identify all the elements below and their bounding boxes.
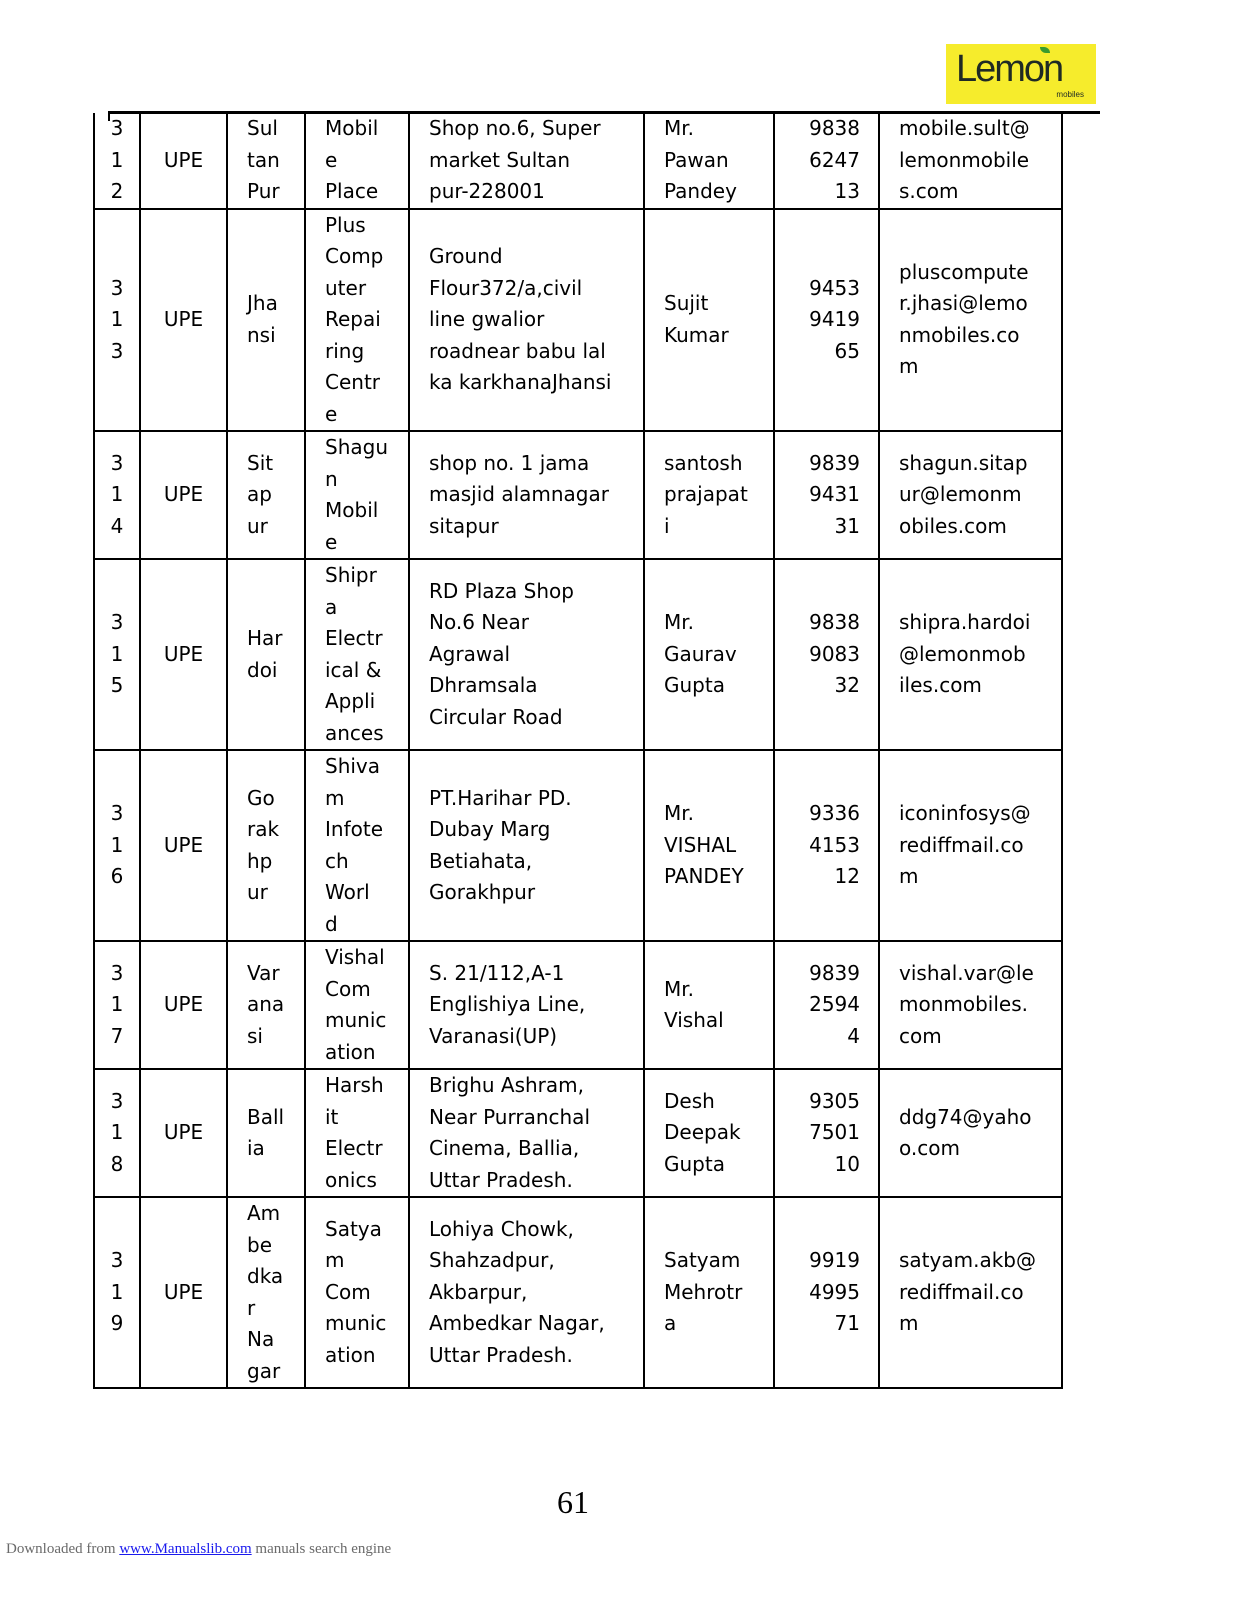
dealer-name-cell: Shiva m Infote ch Worl d [305, 750, 409, 941]
dealer-name-cell: Satya m Com munic ation [305, 1197, 409, 1388]
table-row [94, 1197, 1062, 1388]
email-cell: shagun.sitap ur@lemonm obiles.com [879, 431, 1062, 559]
contact-person-cell: Satyam Mehrotr a [644, 1197, 774, 1388]
table-row [94, 1069, 1062, 1197]
phone-cell: 9305 7501 10 [774, 1069, 879, 1197]
page-number: 61 [557, 1484, 589, 1520]
city-cell: Ball ia [227, 1069, 305, 1197]
dealer-table [93, 113, 1063, 1389]
footer-prefix: Downloaded from [6, 1541, 120, 1557]
contact-person-cell: Mr. Gaurav Gupta [644, 559, 774, 750]
phone-cell: 9453 9419 65 [774, 209, 879, 432]
table-row [94, 559, 1062, 750]
city-cell: Go rak hp ur [227, 750, 305, 941]
table-row [94, 941, 1062, 1069]
dealer-name-cell: Mobil e Place [305, 113, 409, 209]
row-number: 3 1 4 [94, 431, 140, 559]
table-row [94, 750, 1062, 941]
table-row [94, 431, 1062, 559]
dealer-name-cell: Shipr a Electr ical & Appli ances [305, 559, 409, 750]
region-cell: UPE [140, 750, 227, 941]
row-number: 3 1 5 [94, 559, 140, 750]
address-cell: Brighu Ashram, Near Purranchal Cinema, Ballia, Uttar Pradesh. [409, 1069, 644, 1197]
region-cell: UPE [140, 559, 227, 750]
email-cell: pluscompute r.jhasi@lemo nmobiles.co m [879, 209, 1062, 432]
phone-cell: 9919 4995 71 [774, 1197, 879, 1388]
address-cell: S. 21/112,A-1 Englishiya Line, Varanasi(UP) [409, 941, 644, 1069]
email-cell: vishal.var@le monmobiles. com [879, 941, 1062, 1069]
region-cell: UPE [140, 209, 227, 432]
manualslib-link[interactable]: www.Manualslib.com [119, 1541, 252, 1557]
address-cell: RD Plaza Shop No.6 Near Agrawal Dhramsala Circular Road [409, 559, 644, 750]
address-cell: Ground Flour372/a,civil line gwalior roadnear babu lal ka karkhanaJhansi [409, 209, 644, 432]
email-cell: satyam.akb@ rediffmail.co m [879, 1197, 1062, 1388]
region-cell: UPE [140, 1069, 227, 1197]
lemon-mobiles-logo [946, 44, 1096, 104]
address-cell: shop no. 1 jama masjid alamnagar sitapur [409, 431, 644, 559]
contact-person-cell: Mr. VISHAL PANDEY [644, 750, 774, 941]
logo-text: Lemon [956, 48, 1063, 90]
row-number: 3 1 9 [94, 1197, 140, 1388]
contact-person-cell: Mr. Pawan Pandey [644, 113, 774, 209]
phone-cell: 9839 2594 4 [774, 941, 879, 1069]
contact-person-cell: Sujit Kumar [644, 209, 774, 432]
phone-cell: 9838 6247 13 [774, 113, 879, 209]
dealer-name-cell: Shagu n Mobil e [305, 431, 409, 559]
row-number: 3 1 3 [94, 209, 140, 432]
phone-cell: 9838 9083 32 [774, 559, 879, 750]
email-cell: ddg74@yaho o.com [879, 1069, 1062, 1197]
email-cell: shipra.hardoi @lemonmob iles.com [879, 559, 1062, 750]
email-cell: mobile.sult@ lemonmobile s.com [879, 113, 1062, 209]
region-cell: UPE [140, 113, 227, 209]
contact-person-cell: santosh prajapat i [644, 431, 774, 559]
logo-subtext: mobiles [1056, 90, 1084, 99]
city-cell: Jha nsi [227, 209, 305, 432]
phone-cell: 9839 9431 31 [774, 431, 879, 559]
contact-person-cell: Mr. Vishal [644, 941, 774, 1069]
table-row [94, 113, 1062, 209]
email-cell: iconinfosys@ rediffmail.co m [879, 750, 1062, 941]
city-cell: Har doi [227, 559, 305, 750]
row-number: 3 1 2 [94, 113, 140, 209]
dealer-name-cell: Harsh it Electr onics [305, 1069, 409, 1197]
city-cell: Var ana si [227, 941, 305, 1069]
row-number: 3 1 7 [94, 941, 140, 1069]
dealer-name-cell: Plus Comp uter Repai ring Centr e [305, 209, 409, 432]
address-cell: Shop no.6, Super market Sultan pur-228001 [409, 113, 644, 209]
footer [6, 1541, 391, 1558]
address-cell: Lohiya Chowk, Shahzadpur, Akbarpur, Ambedkar Nagar, Uttar Pradesh. [409, 1197, 644, 1388]
region-cell: UPE [140, 431, 227, 559]
address-cell: PT.Harihar PD. Dubay Marg Betiahata, Gorakhpur [409, 750, 644, 941]
city-cell: Am be dka r Na gar [227, 1197, 305, 1388]
city-cell: Sul tan Pur [227, 113, 305, 209]
table-row [94, 209, 1062, 432]
region-cell: UPE [140, 1197, 227, 1388]
footer-suffix: manuals search engine [251, 1541, 392, 1557]
contact-person-cell: Desh Deepak Gupta [644, 1069, 774, 1197]
row-number: 3 1 6 [94, 750, 140, 941]
dealer-name-cell: Vishal Com munic ation [305, 941, 409, 1069]
row-number: 3 1 8 [94, 1069, 140, 1197]
city-cell: Sit ap ur [227, 431, 305, 559]
phone-cell: 9336 4153 12 [774, 750, 879, 941]
region-cell: UPE [140, 941, 227, 1069]
